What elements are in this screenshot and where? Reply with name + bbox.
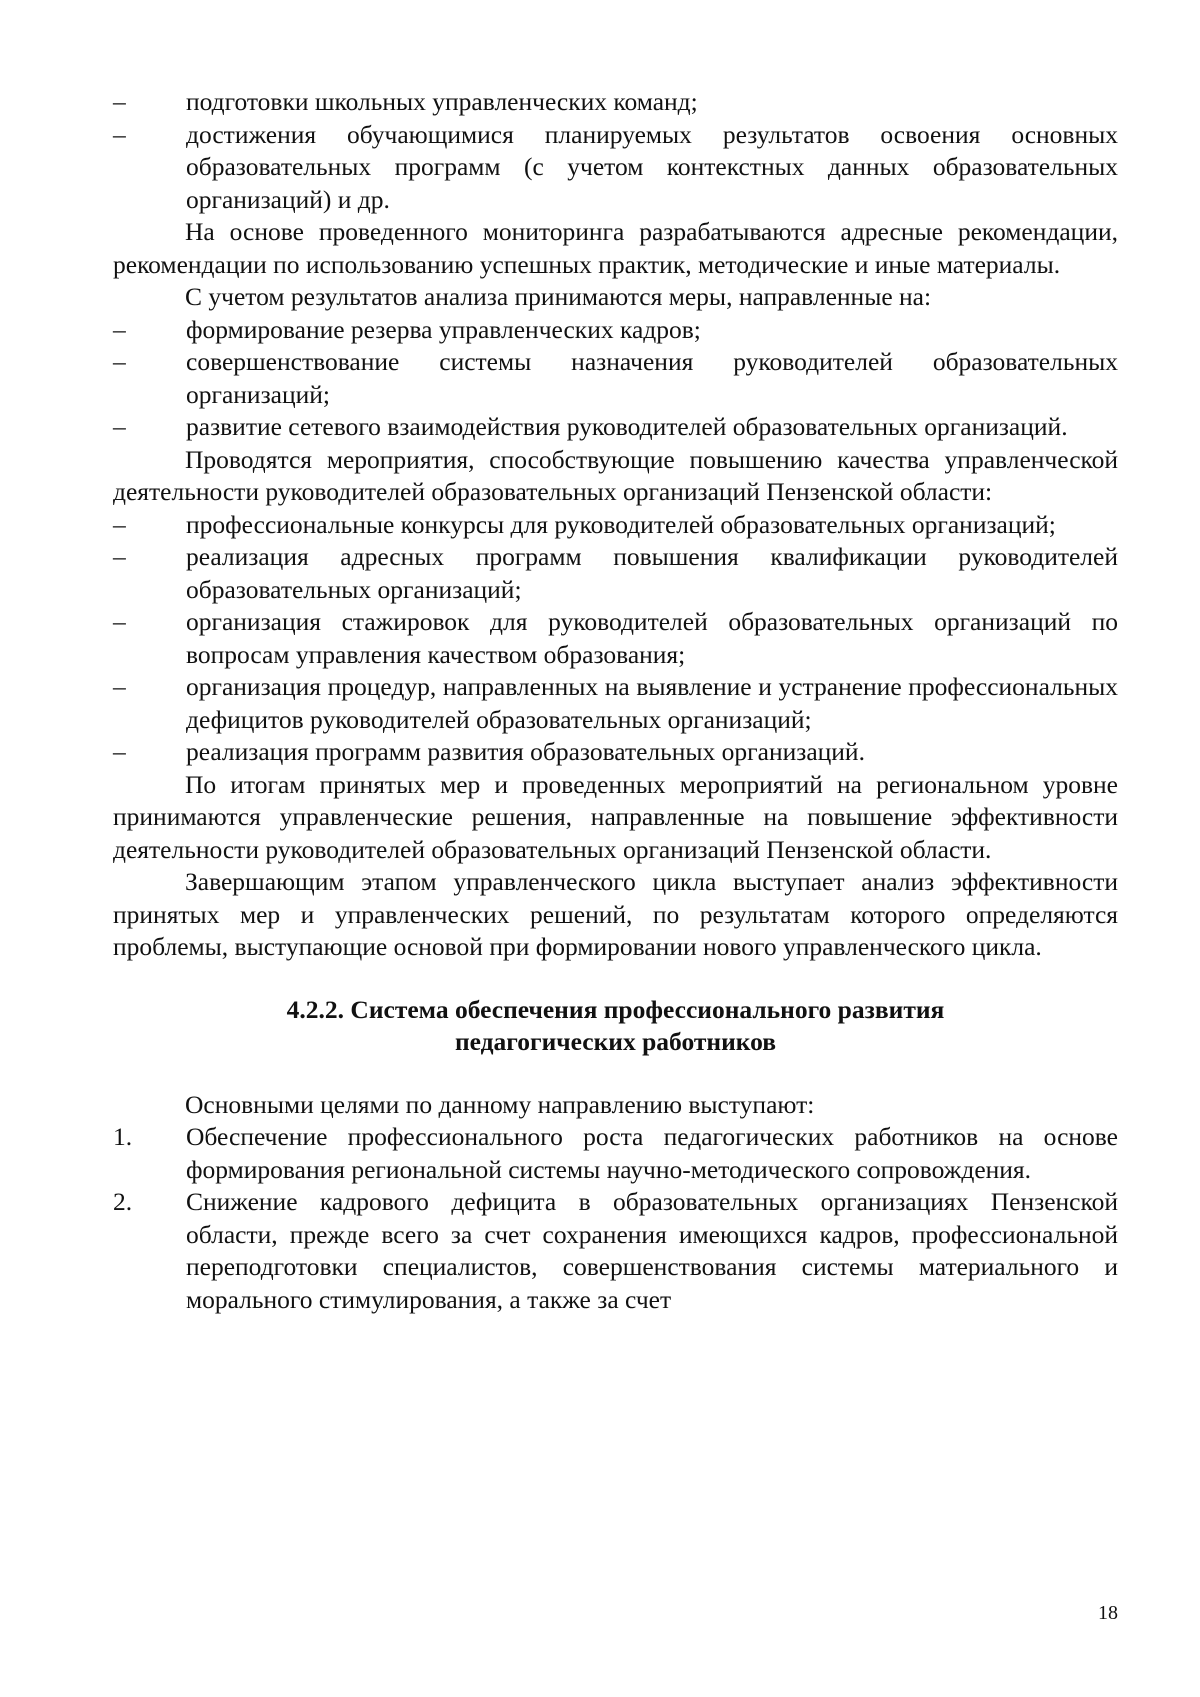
list-item-text: профессиональные конкурсы для руководителей образовательных организаций; [186,509,1056,539]
list-item [113,314,1118,347]
list-marker: – [113,119,126,149]
list-item-text: Снижение кадрового дефицита в образовательных организациях Пензенской области, прежде всего за счет сохранения имеющихся кадров, профессиональной переподготовки специалистов, совершенствования системы материального и морального стимулирования, а также за счет [186,1187,1118,1314]
list-item [113,1121,1118,1186]
list-item-text: подготовки школьных управленческих команд; [186,87,698,116]
list-item [113,411,1118,444]
section-heading-line-2: педагогических работников [454,1027,777,1056]
list-marker: – [113,314,126,344]
list-item [113,1186,1118,1316]
list-item-text: Обеспечение профессионального роста педагогических работников на основе формирования региональной системы научно-методического сопровождения. [186,1122,1118,1184]
body-text-before-heading [113,86,1118,964]
list-marker: – [113,509,126,539]
list-marker: – [113,412,126,441]
page-number: 18 [1098,1602,1118,1624]
list-item [113,541,1118,606]
paragraph: С учетом результатов анализа принимаются меры, направленные на: [185,282,932,311]
paragraph: На основе проведенного мониторинга разрабатываются адресные рекомендации, рекомендации по использованию успешных практик, методические и иные материалы. [113,217,1118,279]
list-marker: 1. [113,1122,133,1151]
paragraph: Завершающим этапом управленческого цикла выступает анализ эффективности принятых мер и управленческих решений, по результатам которого определяются проблемы, выступающие основой при формировании нового управленческого цикла. [113,867,1118,961]
section-heading-line-1: 4.2.2. Система обеспечения профессионального развития [286,994,945,1024]
list-item-text: реализация программ развития образовательных организаций. [186,737,865,766]
list-item [113,346,1118,411]
list-marker: – [113,672,126,701]
list-item [113,509,1118,542]
list-item [113,671,1118,736]
list-item-text: организация процедур, направленных на выявление и устранение профессиональных дефицитов руководителей образовательных организаций; [186,672,1118,734]
list-item [113,86,1118,119]
list-marker: – [113,87,126,116]
list-item-text: достижения обучающимися планируемых результатов освоения основных образовательных программ (с учетом контекстных данных образовательных организаций) и др. [186,119,1118,214]
list-item [113,736,1118,769]
list-marker: – [113,542,126,571]
document-page [113,86,1118,1316]
list-marker: – [113,737,126,766]
paragraph: Проводятся мероприятия, способствующие повышению качества управленческой деятельности руководителей образовательных организаций Пензенской области: [113,444,1118,506]
paragraph: По итогам принятых мер и проведенных мероприятий на региональном уровне принимаются управленческие решения, направленные на повышение эффективности деятельности руководителей образовательных организаций Пензенской области. [113,769,1118,864]
list-item-text: формирование резерва управленческих кадров; [186,314,701,344]
body-text-after-heading [113,1089,1118,1317]
section-heading [113,994,1118,1059]
paragraph: Основными целями по данному направлению выступают: [185,1089,815,1119]
list-item-text: организация стажировок для руководителей образовательных организаций по вопросам управления качеством образования; [186,607,1118,669]
list-item [113,606,1118,671]
list-marker: – [113,607,126,636]
list-item-text: развитие сетевого взаимодействия руководителей образовательных организаций. [186,412,1068,441]
list-item-text: реализация адресных программ повышения квалификации руководителей образовательных организаций; [186,542,1118,604]
list-marker: 2. [113,1187,133,1216]
list-item [113,119,1118,217]
list-item-text: совершенствование системы назначения руководителей образовательных организаций; [186,347,1118,409]
list-marker: – [113,347,126,376]
